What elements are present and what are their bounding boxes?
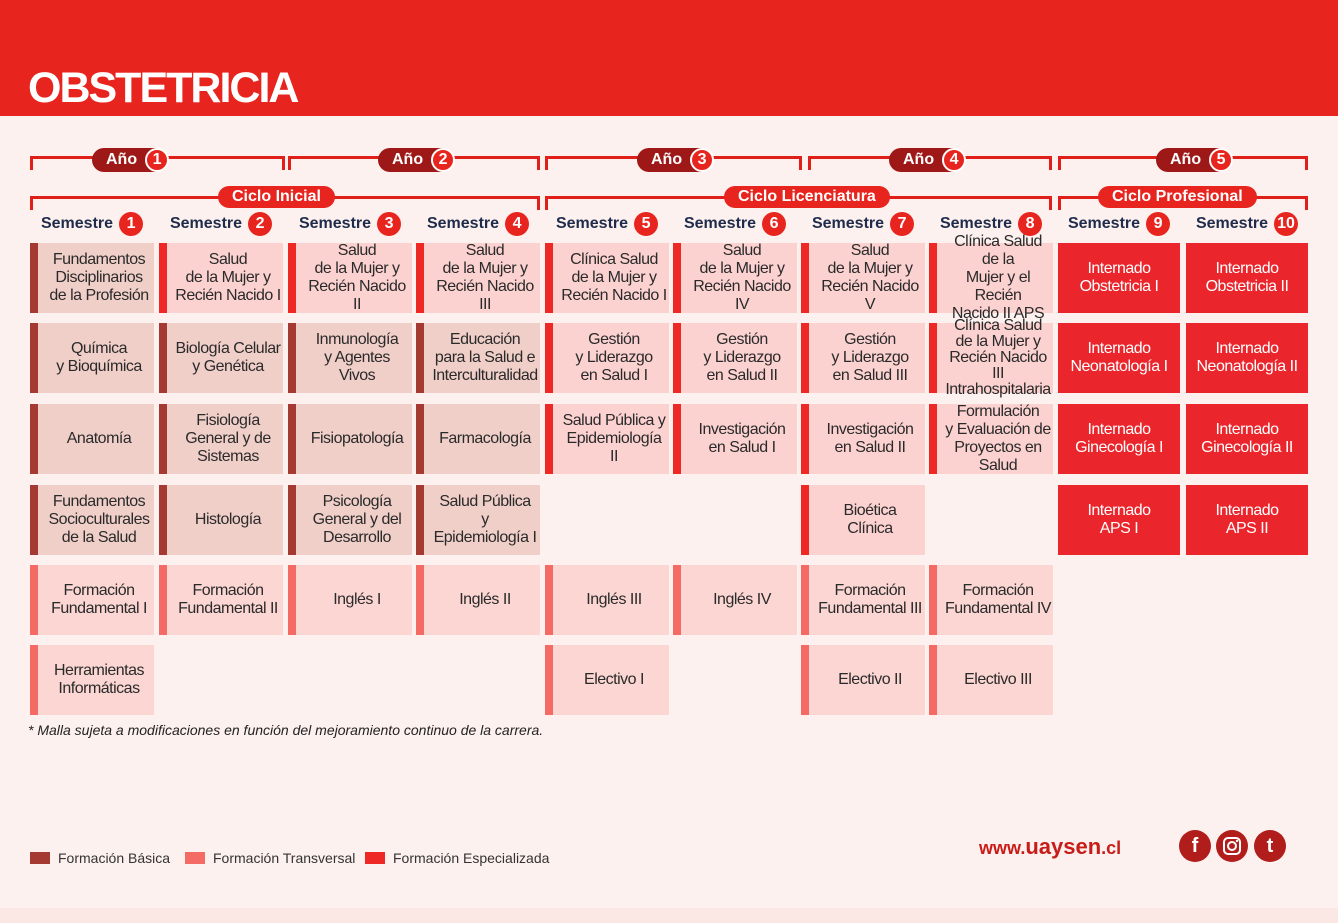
- course-card: Psicología General y del Desarrollo: [288, 485, 412, 555]
- course-card: Electivo III: [929, 645, 1053, 715]
- course-card: Investigación en Salud I: [673, 404, 797, 474]
- course-card: Fundamentos Socioculturales de la Salud: [30, 485, 154, 555]
- course-card: Salud de la Mujer y Recién Nacido IV: [673, 243, 797, 313]
- semester-header-7: Semestre 7: [801, 211, 925, 237]
- course-card: Internado Obstetricia II: [1186, 243, 1308, 313]
- course-card: Electivo I: [545, 645, 669, 715]
- year-label-5: Año 5: [1156, 148, 1231, 172]
- legend-swatch-transversal: [185, 852, 205, 864]
- course-card: Herramientas Informáticas: [30, 645, 154, 715]
- legend-swatch-especializada: [365, 852, 385, 864]
- header-banner: [0, 0, 1338, 116]
- semester-header-2: Semestre 2: [159, 211, 283, 237]
- legend-especializada: Formación Especializada: [365, 850, 549, 866]
- cycle-label-profesional: Ciclo Profesional: [1098, 186, 1257, 208]
- year-label-3: Año 3: [637, 148, 712, 172]
- course-card: Histología: [159, 485, 283, 555]
- legend-swatch-basica: [30, 852, 50, 864]
- facebook-icon[interactable]: f: [1179, 830, 1211, 862]
- year-label-2: Año 2: [378, 148, 453, 172]
- cycle-label-licenciatura: Ciclo Licenciatura: [724, 186, 890, 208]
- course-card: Clínica Salud de la Mujer y el Recién Nacido II APS: [929, 243, 1053, 313]
- course-card: Salud Pública y Epidemiología II: [545, 404, 669, 474]
- course-card: Formación Fundamental I: [30, 565, 154, 635]
- course-card: Inglés IV: [673, 565, 797, 635]
- semester-header-3: Semestre 3: [288, 211, 412, 237]
- course-card: Formación Fundamental IV: [929, 565, 1053, 635]
- footnote: * Malla sujeta a modificaciones en función del mejoramiento continuo de la carrera.: [28, 722, 544, 738]
- course-card: Clínica Salud de la Mujer y Recién Nacido III Intrahospitalaria: [929, 323, 1053, 393]
- course-card: Formación Fundamental II: [159, 565, 283, 635]
- course-card: Internado Neonatología II: [1186, 323, 1308, 393]
- bottom-strip: [0, 908, 1338, 923]
- semester-header-10: Semestre 10: [1186, 211, 1308, 237]
- instagram-icon[interactable]: [1216, 830, 1248, 862]
- course-card: Inglés III: [545, 565, 669, 635]
- semester-header-4: Semestre 4: [416, 211, 540, 237]
- year-label-4: Año 4: [889, 148, 964, 172]
- course-card: Gestión y Liderazgo en Salud III: [801, 323, 925, 393]
- course-card: Biología Celular y Genética: [159, 323, 283, 393]
- course-card: Gestión y Liderazgo en Salud I: [545, 323, 669, 393]
- semester-header-9: Semestre 9: [1058, 211, 1180, 237]
- course-card: Internado APS I: [1058, 485, 1180, 555]
- semester-header-1: Semestre 1: [30, 211, 154, 237]
- course-card: Salud de la Mujer y Recién Nacido I: [159, 243, 283, 313]
- course-card: Gestión y Liderazgo en Salud II: [673, 323, 797, 393]
- course-card: Formación Fundamental III: [801, 565, 925, 635]
- semester-header-5: Semestre 5: [545, 211, 669, 237]
- course-card: Internado Ginecología II: [1186, 404, 1308, 474]
- course-card: Salud Pública y Epidemiología I: [416, 485, 540, 555]
- page-title: OBSTETRICIA: [28, 64, 298, 112]
- course-card: Investigación en Salud II: [801, 404, 925, 474]
- course-card: Salud de la Mujer y Recién Nacido V: [801, 243, 925, 313]
- cycle-label-inicial: Ciclo Inicial: [218, 186, 335, 208]
- course-card: Clínica Salud de la Mujer y Recién Nacido I: [545, 243, 669, 313]
- legend-basica: Formación Básica: [30, 850, 170, 866]
- course-card: Fisiología General y de Sistemas: [159, 404, 283, 474]
- course-card: Inmunología y Agentes Vivos: [288, 323, 412, 393]
- course-card: Inglés II: [416, 565, 540, 635]
- twitter-icon[interactable]: t: [1254, 830, 1286, 862]
- course-card: Salud de la Mujer y Recién Nacido III: [416, 243, 540, 313]
- course-card: Educación para la Salud e Interculturalidad: [416, 323, 540, 393]
- course-card: Química y Bioquímica: [30, 323, 154, 393]
- website-link[interactable]: www.uaysen.cl: [979, 834, 1122, 859]
- course-card: Fundamentos Disciplinarios de la Profesión: [30, 243, 154, 313]
- year-label-1: Año 1: [92, 148, 167, 172]
- semester-header-8: Semestre 8: [929, 211, 1053, 237]
- course-card: Internado Ginecología I: [1058, 404, 1180, 474]
- course-card: Internado APS II: [1186, 485, 1308, 555]
- course-card: Inglés I: [288, 565, 412, 635]
- course-card: Bioética Clínica: [801, 485, 925, 555]
- legend-transversal: Formación Transversal: [185, 850, 355, 866]
- course-card: Internado Neonatología I: [1058, 323, 1180, 393]
- course-card: Electivo II: [801, 645, 925, 715]
- course-card: Fisiopatología: [288, 404, 412, 474]
- course-card: Farmacología: [416, 404, 540, 474]
- course-card: Salud de la Mujer y Recién Nacido II: [288, 243, 412, 313]
- semester-header-6: Semestre 6: [673, 211, 797, 237]
- course-card: Anatomía: [30, 404, 154, 474]
- course-card: Internado Obstetricia I: [1058, 243, 1180, 313]
- course-card: Formulación y Evaluación de Proyectos en Salud: [929, 404, 1053, 474]
